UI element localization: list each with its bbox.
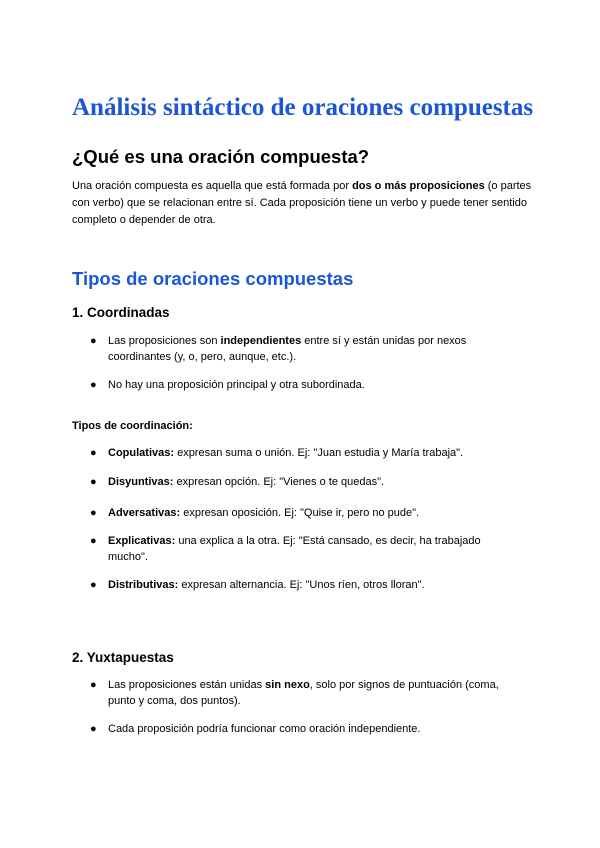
list-item — [90, 334, 520, 365]
list-item — [90, 722, 520, 738]
definition-paragraph — [72, 178, 542, 229]
bullet-icon: ● — [90, 379, 97, 391]
subtype-desc: expresan suma o unión. Ej: "Juan estudia y María trabaja". — [174, 447, 464, 459]
subtype-name: Disyuntivas: — [108, 476, 174, 488]
bullet-bold: sin nexo — [265, 679, 310, 691]
bullet-icon: ● — [90, 723, 97, 735]
subtype-name: Copulativas: — [108, 447, 175, 459]
subtype-desc: expresan alternancia. Ej: "Unos ríen, otros lloran". — [178, 579, 425, 591]
bullet-icon: ● — [90, 679, 97, 691]
coordination-types-heading: Tipos de coordinación: — [72, 420, 193, 432]
list-item — [90, 578, 520, 594]
bullet-icon: ● — [90, 476, 97, 488]
definition-text-before: Una oración compuesta es aquella que está formada por — [72, 180, 353, 192]
bullet-icon: ● — [90, 447, 97, 459]
subtype-name: Explicativas: — [108, 535, 176, 547]
bullet-icon: ● — [90, 335, 97, 347]
coordinadas-heading: 1. Coordinadas — [72, 305, 170, 320]
bullet-icon: ● — [90, 535, 97, 547]
list-item — [90, 475, 520, 491]
subtype-desc: expresan oposición. Ej: "Quise ir, pero no pude". — [180, 507, 420, 519]
bullet-text: Cada proposición podría funcionar como oración independiente. — [108, 723, 421, 735]
list-item — [90, 446, 520, 462]
list-item — [90, 506, 520, 522]
bullet-text: entre sí y están unidas por nexos coordinantes (y, o, pero, aunque, etc.). — [108, 335, 467, 363]
bullet-text: Las proposiciones están unidas — [108, 679, 266, 691]
definition-text-bold: dos o más proposiciones — [352, 180, 485, 192]
document-title: Análisis sintáctico de oraciones compuestas — [72, 94, 534, 121]
definition-heading: ¿Qué es una oración compuesta? — [72, 146, 370, 167]
bullet-bold: independientes — [220, 335, 302, 347]
yuxtapuestas-heading: 2. Yuxtapuestas — [72, 650, 174, 665]
bullet-text: , solo por signos de puntuación (coma, punto y coma, dos puntos). — [108, 679, 499, 707]
bullet-text: No hay una proposición principal y otra subordinada. — [108, 379, 365, 391]
types-heading: Tipos de oraciones compuestas — [72, 268, 354, 289]
list-item — [90, 534, 520, 565]
subtype-desc: una explica a la otra. Ej: "Está cansado, es decir, ha trabajado mucho". — [108, 535, 481, 563]
list-item — [90, 678, 520, 709]
bullet-text: Las proposiciones son — [108, 335, 221, 347]
bullet-icon: ● — [90, 579, 97, 591]
subtype-name: Adversativas: — [108, 507, 181, 519]
list-item — [90, 378, 520, 394]
bullet-icon: ● — [90, 507, 97, 519]
subtype-name: Distributivas: — [108, 579, 179, 591]
subtype-desc: expresan opción. Ej: "Vienes o te quedas". — [173, 476, 385, 488]
definition-text-after: (o partes con verbo) que se relacionan entre sí. Cada proposición tiene un verbo y puede tener sentido completo o depender de otra. — [72, 180, 532, 226]
